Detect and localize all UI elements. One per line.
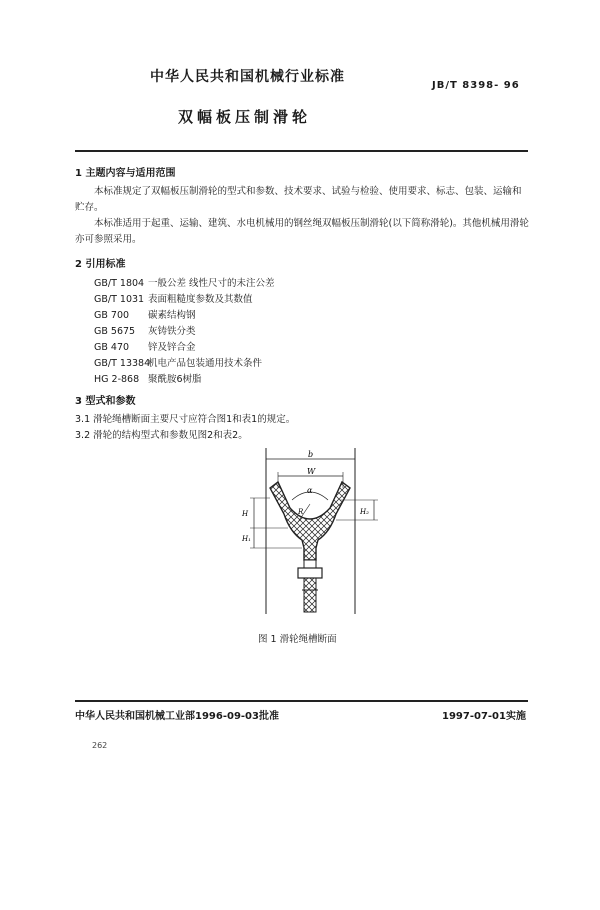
section-1-para-2: 本标准适用于起重、运输、建筑、水电机械用的钢丝绳双幅板压制滑轮(以下简称滑轮)。其他机械用滑轮亦可参照采用。 [75,218,529,245]
reference-item [94,324,275,340]
reference-list [94,276,275,388]
reference-code: GB/T 1804 [94,278,145,289]
reference-item [94,276,275,292]
reference-title: 灰铸铁分类 [148,326,196,337]
page-number: 262 [92,741,108,750]
reference-code: HG 2-868 [94,374,140,385]
reference-item [94,308,275,324]
reference-code: GB 700 [94,310,130,321]
section-1-para-1: 本标准规定了双幅板压制滑轮的型式和参数、技术要求、试验与检验、使用要求、标志、包装、运输和贮存。 [75,186,522,213]
label-r: R [298,508,304,516]
effective-date: 1997-07-01实施 [442,711,526,722]
reference-title: 一般公差 线性尺寸的未注公差 [148,278,275,289]
reference-code: GB/T 13384 [94,358,151,369]
standard-org-title: 中华人民共和国机械行业标准 [150,69,345,85]
section-3-heading: 3 型式和参数 [75,396,136,407]
hub-flange [298,568,322,578]
pulley-groove-section-figure [240,448,390,618]
standard-number: JB/T 8398- 96 [432,80,520,91]
label-h: H [242,510,249,518]
label-b: b [308,450,314,459]
reference-title: 表面粗糙度参数及其数值 [148,294,253,305]
reference-code: GB 470 [94,342,130,353]
label-h1: H₁ [242,535,251,543]
figure-caption: 图 1 滑轮绳槽断面 [258,634,337,645]
reference-code: GB/T 1031 [94,294,145,305]
reference-item [94,356,275,372]
label-alpha: α [307,486,313,495]
reference-title: 锌及锌合金 [148,342,196,353]
hub-upper [304,560,316,568]
approval-info: 中华人民共和国机械工业部1996-09-03批准 [75,711,279,722]
reference-item [94,292,275,308]
clause-3-1: 3.1 滑轮绳槽断面主要尺寸应符合图1和表1的规定。 [75,414,296,425]
section-1-heading: 1 主题内容与适用范围 [75,168,176,179]
footer-rule [75,700,528,702]
reference-item [94,340,275,356]
clause-3-2: 3.2 滑轮的结构型式和参数见图2和表2。 [75,430,248,441]
reference-title: 机电产品包装通用技术条件 [148,358,263,369]
reference-title: 聚酰胺6树脂 [148,374,202,385]
reference-item [94,372,275,388]
reference-title: 碳素结构钢 [148,310,196,321]
document-title: 双幅板压制滑轮 [178,108,312,126]
label-h2: H₂ [360,508,369,516]
label-w: W [307,467,316,476]
header-rule [75,150,528,152]
reference-code: GB 5675 [94,326,136,337]
section-2-heading: 2 引用标准 [75,259,126,270]
spindle [304,578,316,612]
